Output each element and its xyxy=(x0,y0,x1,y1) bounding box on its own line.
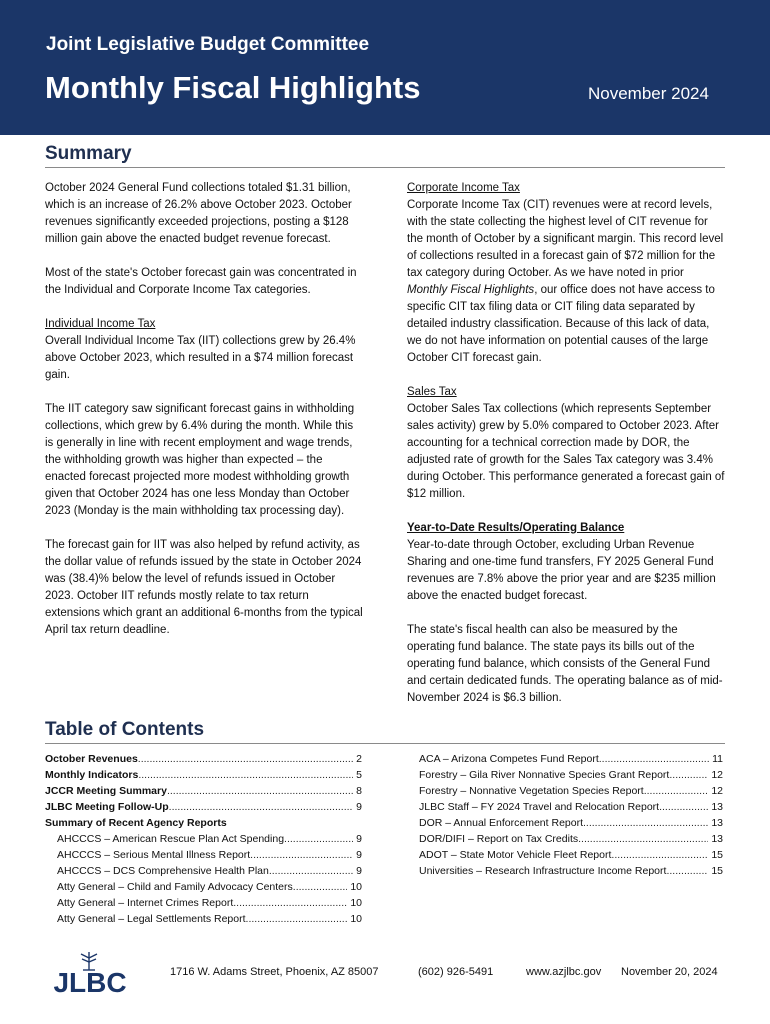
header-banner xyxy=(0,0,770,135)
toc-entry-page: 9 xyxy=(356,801,362,813)
toc-leader-dots xyxy=(169,799,353,815)
toc-leader-dots xyxy=(269,863,353,879)
iit-paragraph: The IIT category saw significant forecast gains in withholding collections, which grew by 6.4% during the month. While this is generally in line with recent employment and wage trends, the withholding growth was higher than expected – the enacted forecast projected more modest withholding growth given that October 2024 has one less Monday than October 2023 (Monday is the main withholding tax processing day). xyxy=(45,403,355,517)
footer-website[interactable]: www.azjlbc.gov xyxy=(526,966,602,978)
toc-entry-page: 10 xyxy=(350,881,362,893)
summary-paragraph: Most of the state's October forecast gain was concentrated in the Individual and Corporate Income Tax categories. xyxy=(45,267,357,296)
toc-entry[interactable] xyxy=(45,831,362,847)
toc-entry-page: 13 xyxy=(711,833,723,845)
toc-entry[interactable] xyxy=(419,863,723,879)
summary-divider xyxy=(45,167,725,168)
toc-leader-dots xyxy=(659,799,708,815)
toc-entry-page: 12 xyxy=(711,769,723,781)
toc-entry[interactable] xyxy=(419,767,723,783)
toc-entry-label: Forestry – Nonnative Vegetation Species Report xyxy=(419,785,644,797)
toc-entry-page: 5 xyxy=(356,769,362,781)
toc-entry-page: 9 xyxy=(356,849,362,861)
toc-entry[interactable] xyxy=(45,847,362,863)
toc-leader-dots xyxy=(611,847,708,863)
toc-entry-label: JLBC Staff – FY 2024 Travel and Relocation Report xyxy=(419,801,660,813)
toc-entry[interactable] xyxy=(45,815,362,831)
iit-section xyxy=(45,316,363,384)
toc-leader-dots xyxy=(599,751,709,767)
toc-entry[interactable] xyxy=(45,767,362,783)
toc-entry-label: Atty General – Legal Settlements Report xyxy=(57,913,246,925)
toc-divider xyxy=(45,743,725,744)
toc-entry-page: 9 xyxy=(356,833,362,845)
toc-entry-label: Summary of Recent Agency Reports xyxy=(45,817,227,829)
toc-entry[interactable] xyxy=(45,895,362,911)
toc-entry-label: AHCCCS – DCS Comprehensive Health Plan xyxy=(57,865,269,877)
ytd-section xyxy=(407,520,725,605)
footer-phone: (602) 926-5491 xyxy=(418,966,494,978)
toc-entry-page: 13 xyxy=(711,801,723,813)
toc-entry[interactable] xyxy=(45,879,362,895)
toc-entry-page: 13 xyxy=(711,817,723,829)
jlbc-logo-icon xyxy=(45,948,135,998)
toc-leader-dots xyxy=(583,815,708,831)
toc-entry-page: 9 xyxy=(356,865,362,877)
sales-section xyxy=(407,384,725,503)
summary-heading: Summary xyxy=(45,143,132,164)
toc-heading: Table of Contents xyxy=(45,719,205,740)
toc-leader-dots xyxy=(644,783,709,799)
toc-leader-dots xyxy=(138,767,353,783)
toc-leader-dots xyxy=(666,863,708,879)
toc-entry[interactable] xyxy=(45,783,362,799)
toc-entry-label: ACA – Arizona Competes Fund Report xyxy=(419,753,599,765)
toc-leader-dots xyxy=(250,847,353,863)
toc-leader-dots xyxy=(284,831,353,847)
toc-entry-label: AHCCCS – Serious Mental Illness Report xyxy=(57,849,251,861)
cit-section xyxy=(407,180,725,367)
toc-leader-dots xyxy=(233,895,347,911)
sales-heading: Sales Tax xyxy=(407,386,457,398)
summary-paragraph: October 2024 General Fund collections totaled $1.31 billion, which is an increase of 26.2% above October 2023. October revenues significantly exceeded projections, posting a $128 million gain above the enacted budget revenue forecast. xyxy=(45,182,352,245)
iit-paragraph: The forecast gain for IIT was also helped by refund activity, as the dollar value of refunds issued by the state in October 2024 was (38.4)% below the level of refunds issued in October 2023. October IIT refunds mostly relate to tax return extensions which grant an additional 6-months from the typical April tax return deadline. xyxy=(45,539,363,636)
toc-entry-page: 15 xyxy=(711,849,723,861)
toc-entry-label: Universities – Research Infrastructure Income Report xyxy=(419,865,667,877)
toc-entry-label: Atty General – Child and Family Advocacy Centers xyxy=(57,881,293,893)
toc-entry[interactable] xyxy=(45,863,362,879)
sales-paragraph: October Sales Tax collections (which represents September sales activity) grew by 5.0% compared to October 2023. After accounting for a technical correction made by DOR, the adjusted rate of growth for the Sales Tax category was 3.4% during October. This performance generated a forecast gain of $12 million. xyxy=(407,403,725,500)
toc-entry-page: 8 xyxy=(356,785,362,797)
toc-entry-page: 12 xyxy=(711,785,723,797)
toc-leader-dots xyxy=(293,879,348,895)
issue-month: November 2024 xyxy=(588,84,709,103)
iit-paragraph: Overall Individual Income Tax (IIT) collections grew by 26.4% above October 2023, which resulted in a $74 million forecast gain. xyxy=(45,335,356,381)
toc-entry[interactable] xyxy=(45,751,362,767)
cit-heading: Corporate Income Tax xyxy=(407,182,520,194)
page-title: Monthly Fiscal Highlights xyxy=(45,70,421,105)
toc-left-column xyxy=(45,751,362,927)
toc-entry[interactable] xyxy=(45,799,362,815)
toc-entry-label: Atty General – Internet Crimes Report xyxy=(57,897,234,909)
toc-entry[interactable] xyxy=(419,799,723,815)
committee-name: Joint Legislative Budget Committee xyxy=(46,34,370,55)
summary-right-column xyxy=(407,180,725,724)
toc-entry-label: Monthly Indicators xyxy=(45,769,139,781)
toc-leader-dots xyxy=(669,767,708,783)
cit-text: , our office does not have access to specific CIT tax filing data or CIT filing data separated by detailed industry classification. Because of this lack of data, we do not have information on potential causes of the large October CIT forecast gain. xyxy=(407,284,715,364)
footer-date: November 20, 2024 xyxy=(621,966,718,978)
cit-publication-title: Monthly Fiscal Highlights xyxy=(407,284,535,296)
iit-heading: Individual Income Tax xyxy=(45,318,156,330)
toc-entry-page: 11 xyxy=(712,753,723,765)
toc-leader-dots xyxy=(578,831,708,847)
toc-entry-label: JLBC Meeting Follow-Up xyxy=(45,801,169,813)
ytd-paragraph: Year-to-date through October, excluding Urban Revenue Sharing and one-time fund transfers, FY 2025 General Fund revenues are 7.8% above the prior year and are $235 million above the enacted budget forecast. xyxy=(407,539,716,602)
toc-leader-dots xyxy=(138,751,353,767)
toc-entry[interactable] xyxy=(419,847,723,863)
toc-entry-page: 2 xyxy=(356,753,362,765)
toc-entry-label: DOR/DIFI – Report on Tax Credits xyxy=(419,833,579,845)
ytd-paragraph: The state's fiscal health can also be measured by the operating fund balance. The state pays its bills out of the operating fund balance, which consists of the General Fund and certain dedicated funds. The operating balance as of mid-November 2024 is $6.3 billion. xyxy=(407,624,723,704)
toc-entry[interactable] xyxy=(419,783,723,799)
toc-entry[interactable] xyxy=(419,815,723,831)
toc-entry-page: 10 xyxy=(350,913,362,925)
toc-entry-label: JCCR Meeting Summary xyxy=(45,785,167,797)
summary-left-column xyxy=(45,180,363,656)
toc-entry[interactable] xyxy=(419,751,723,767)
toc-entry[interactable] xyxy=(45,911,362,927)
toc-entry-label: ADOT – State Motor Vehicle Fleet Report xyxy=(419,849,612,861)
toc-entry-label: DOR – Annual Enforcement Report xyxy=(419,817,584,829)
toc-entry-label: Forestry – Gila River Nonnative Species Grant Report xyxy=(419,769,670,781)
toc-entry-label: AHCCCS – American Rescue Plan Act Spending xyxy=(57,833,285,845)
toc-entry[interactable] xyxy=(419,831,723,847)
toc-right-column xyxy=(419,751,723,879)
footer-address: 1716 W. Adams Street, Phoenix, AZ 85007 xyxy=(170,966,379,978)
toc-entry-page: 10 xyxy=(350,897,362,909)
toc-entry-page: 15 xyxy=(711,865,723,877)
toc-entry-label: October Revenues xyxy=(45,753,138,765)
toc-leader-dots xyxy=(246,911,348,927)
ytd-heading: Year-to-Date Results/Operating Balance xyxy=(407,522,625,534)
cit-text: Corporate Income Tax (CIT) revenues were at record levels, with the state collecting the highest level of CIT revenue for the month of October by a significant margin. This record level of collections resulted in a forecast gain of $72 million for the tax category during October. As we have noted in prior xyxy=(407,199,724,279)
logo-text: JLBC xyxy=(53,967,127,998)
toc-leader-dots xyxy=(167,783,353,799)
